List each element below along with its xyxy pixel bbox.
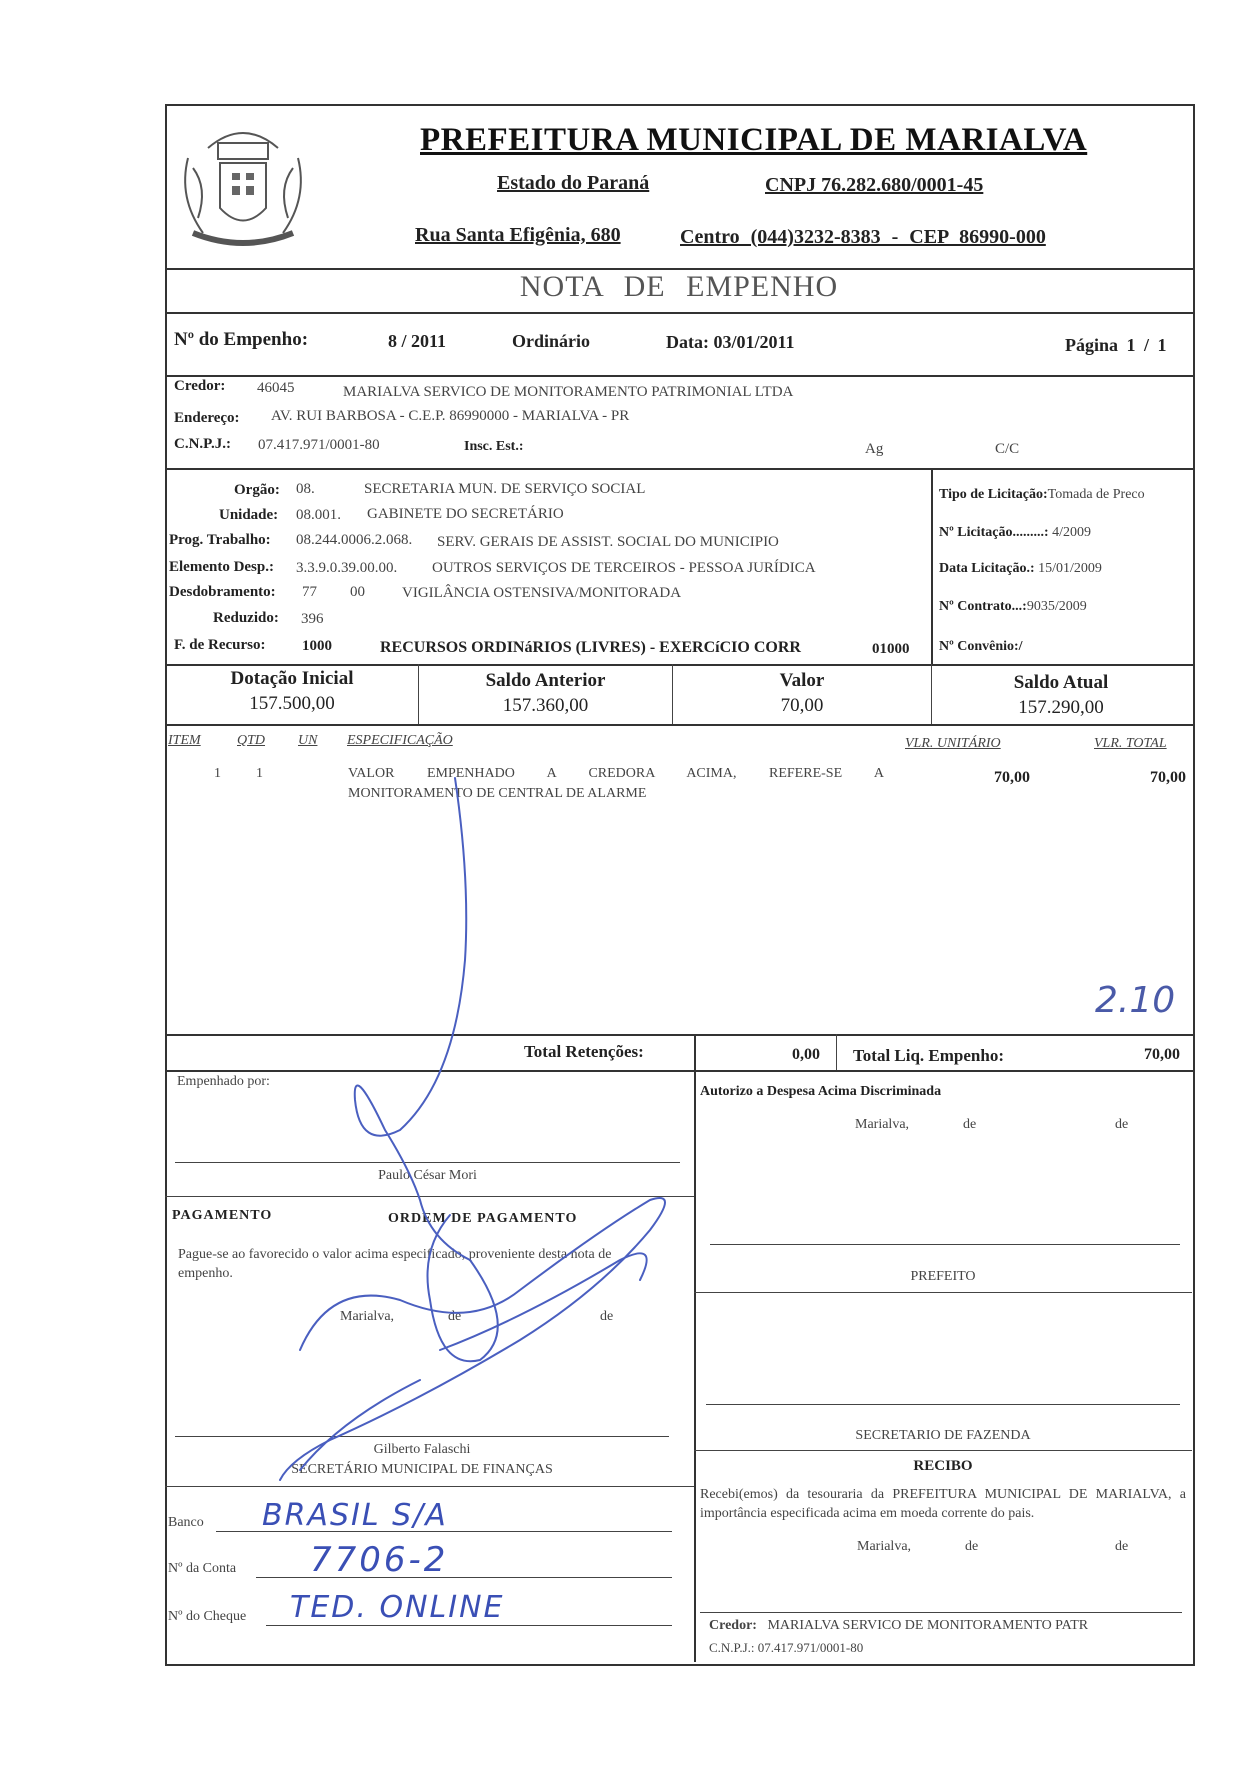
credor-label: Credor: bbox=[174, 378, 226, 394]
autorizo-de-1: de bbox=[963, 1117, 977, 1132]
recurso-code-2: 01000 bbox=[872, 641, 910, 657]
cc-label: C/C bbox=[995, 441, 1020, 457]
credor-code: 46045 bbox=[257, 380, 295, 396]
pagamento-place: Marialva, bbox=[340, 1309, 395, 1324]
col-item-header: ITEM bbox=[168, 733, 201, 748]
empenho-type: Ordinário bbox=[512, 331, 591, 351]
empenhado-por-label: Empenhado por: bbox=[177, 1074, 270, 1089]
pagamento-title: PAGAMENTO bbox=[172, 1208, 273, 1223]
handwritten-note: 2.10 bbox=[1095, 980, 1176, 1021]
cheque-label: Nº do Cheque bbox=[168, 1609, 247, 1624]
recibo-cnpj: C.N.P.J.: 07.417.971/0001-80 bbox=[709, 1640, 864, 1655]
unidade-code: 08.001. bbox=[296, 507, 341, 523]
insc-label: Insc. Est.: bbox=[464, 439, 524, 454]
autorizo-text: Autorizo a Despesa Acima Discriminada bbox=[700, 1084, 942, 1099]
pague-text: Pague-se ao favorecido o valor acima especificado, proveniente desta nota de empenho. bbox=[178, 1247, 612, 1281]
recibo-credor-label: Credor: bbox=[709, 1618, 757, 1633]
ordem-pagamento-title: ORDEM DE PAGAMENTO bbox=[388, 1211, 578, 1226]
total-liquido-label: Total Liq. Empenho: bbox=[853, 1046, 1004, 1065]
convenio-label: Nº Convênio:/ bbox=[939, 639, 1023, 654]
recibo-credor-name: MARIALVA SERVICO DE MONITORAMENTO PATR bbox=[767, 1618, 1089, 1633]
total-liquido-value: 70,00 bbox=[1144, 1046, 1180, 1063]
item-total-value: 70,00 bbox=[1150, 769, 1186, 786]
recibo-text: Recebi(emos) da tesouraria da PREFEITURA MUNICIPAL DE MARIALVA, a importância especificada acima em moeda corrente do pais. bbox=[700, 1487, 1186, 1521]
recurso-code: 1000 bbox=[302, 638, 332, 654]
secretario-fazenda-label: SECRETARIO DE FAZENDA bbox=[855, 1428, 1031, 1443]
prog-label: Prog. Trabalho: bbox=[169, 532, 271, 548]
address-label: Endereço: bbox=[174, 410, 240, 426]
valor-value: 70,00 bbox=[780, 695, 824, 716]
saldo-atual-label: Saldo Atual bbox=[1013, 672, 1109, 693]
desdobramento-label: Desdobramento: bbox=[169, 584, 276, 600]
banco-label: Banco bbox=[168, 1515, 204, 1530]
saldo-anterior-value: 157.360,00 bbox=[502, 695, 589, 716]
contrato-caption: Nº Contrato...: bbox=[939, 599, 1027, 614]
elemento-name: OUTROS SERVIÇOS DE TERCEIROS - PESSOA JURÍDICA bbox=[432, 560, 816, 576]
recibo-de-1: de bbox=[965, 1539, 979, 1554]
retencoes-value: 0,00 bbox=[792, 1046, 820, 1063]
autorizo-place: Marialva, bbox=[855, 1117, 910, 1132]
dotacao-value: 157.500,00 bbox=[249, 693, 335, 714]
state-name: Estado do Paraná bbox=[497, 172, 650, 194]
col-qtd-header: QTD bbox=[237, 733, 266, 748]
page-number: Página 1 / 1 bbox=[1065, 335, 1167, 355]
licitacao-date-caption: Data Licitação.: bbox=[939, 561, 1035, 576]
desdobramento-subcode: 00 bbox=[350, 584, 365, 600]
ag-label: Ag bbox=[865, 441, 884, 457]
recurso-label: F. de Recurso: bbox=[174, 637, 266, 653]
item-spec-line-2: MONITORAMENTO DE CENTRAL DE ALARME bbox=[348, 786, 647, 801]
recibo-title: RECIBO bbox=[913, 1458, 973, 1474]
licitacao-type: Tomada de Preco bbox=[1047, 487, 1145, 502]
district-phone-cep: Centro (044)3232-8383 - CEP 86990-000 bbox=[680, 226, 1046, 248]
credor-name: MARIALVA SERVICO DE MONITORAMENTO PATRIMONIAL LTDA bbox=[343, 384, 794, 400]
retencoes-label: Total Retenções: bbox=[524, 1042, 644, 1061]
orgao-label: Orgão: bbox=[234, 482, 280, 498]
credor-cnpj: 07.417.971/0001-80 bbox=[258, 437, 380, 453]
licitacao-type-caption: Tipo de Licitação: bbox=[939, 487, 1048, 502]
conta-label: Nº da Conta bbox=[168, 1561, 237, 1576]
licitacao-number: 4/2009 bbox=[1052, 525, 1091, 540]
desdobramento-code: 77 bbox=[302, 584, 317, 600]
licitacao-date: 15/01/2009 bbox=[1038, 561, 1102, 576]
prog-name: SERV. GERAIS DE ASSIST. SOCIAL DO MUNICIPIO bbox=[437, 534, 779, 550]
recibo-place: Marialva, bbox=[857, 1539, 912, 1554]
saldo-anterior-label: Saldo Anterior bbox=[485, 670, 606, 691]
saldo-atual-value: 157.290,00 bbox=[1018, 697, 1104, 718]
col-spec-header: ESPECIFICAÇÃO bbox=[347, 733, 453, 748]
prefeito-label: PREFEITO bbox=[910, 1269, 976, 1284]
conta-value: 7706-2 bbox=[310, 1540, 449, 1580]
financas-name: Gilberto Falaschi bbox=[373, 1442, 471, 1457]
item-qty: 1 bbox=[256, 766, 263, 781]
item-unit-value: 70,00 bbox=[994, 769, 1030, 786]
credor-address: AV. RUI BARBOSA - C.E.P. 86990000 - MARIALVA - PR bbox=[271, 408, 630, 424]
unidade-label: Unidade: bbox=[219, 507, 279, 523]
municipality-title: PREFEITURA MUNICIPAL DE MARIALVA bbox=[420, 122, 1088, 158]
municipality-cnpj: CNPJ 76.282.680/0001-45 bbox=[765, 174, 984, 196]
elemento-label: Elemento Desp.: bbox=[169, 559, 274, 575]
prog-code: 08.244.0006.2.068. bbox=[296, 532, 413, 548]
valor-label: Valor bbox=[779, 670, 825, 691]
item-number: 1 bbox=[214, 766, 221, 781]
pagamento-de-2: de bbox=[600, 1309, 614, 1324]
contrato-number: 9035/2009 bbox=[1026, 599, 1087, 614]
reduzido-code: 396 bbox=[301, 611, 324, 627]
orgao-code: 08. bbox=[296, 481, 315, 497]
banco-value: BRASIL S/A bbox=[262, 1498, 448, 1533]
cnpj-label: C.N.P.J.: bbox=[174, 436, 231, 452]
item-spec-line-1: VALOR EMPENHADO A CREDORA ACIMA, REFERE-SE A bbox=[348, 766, 884, 781]
empenhado-por-name: Paulo César Mori bbox=[378, 1168, 477, 1183]
doc-title: NOTA DE EMPENHO bbox=[519, 270, 839, 303]
cheque-value: TED. ONLINE bbox=[290, 1590, 505, 1625]
unidade-name: GABINETE DO SECRETÁRIO bbox=[367, 506, 564, 522]
col-total-header: VLR. TOTAL bbox=[1094, 736, 1167, 751]
autorizo-de-2: de bbox=[1115, 1117, 1129, 1132]
financas-title: SECRETÁRIO MUNICIPAL DE FINANÇAS bbox=[291, 1462, 553, 1477]
dotacao-label: Dotação Inicial bbox=[230, 668, 354, 689]
elemento-code: 3.3.9.0.39.00.00. bbox=[296, 560, 398, 576]
recurso-name: RECURSOS ORDINáRIOS (LIVRES) - EXERCíCIO CORR bbox=[380, 639, 801, 656]
licitacao-number-caption: Nº Licitação.........: bbox=[939, 525, 1049, 540]
empenho-date: Data: 03/01/2011 bbox=[666, 332, 795, 352]
recibo-de-2: de bbox=[1115, 1539, 1129, 1554]
empenho-number-label: Nº do Empenho: bbox=[174, 329, 309, 350]
orgao-name: SECRETARIA MUN. DE SERVIÇO SOCIAL bbox=[364, 481, 646, 497]
desdobramento-name: VIGILÂNCIA OSTENSIVA/MONITORADA bbox=[402, 585, 682, 601]
col-un-header: UN bbox=[298, 733, 318, 748]
pagamento-de-1: de bbox=[448, 1309, 462, 1324]
reduzido-label: Reduzido: bbox=[213, 610, 279, 626]
empenho-number: 8 / 2011 bbox=[388, 331, 447, 351]
street-address: Rua Santa Efigênia, 680 bbox=[415, 224, 621, 246]
col-unit-header: VLR. UNITÁRIO bbox=[905, 736, 1001, 751]
